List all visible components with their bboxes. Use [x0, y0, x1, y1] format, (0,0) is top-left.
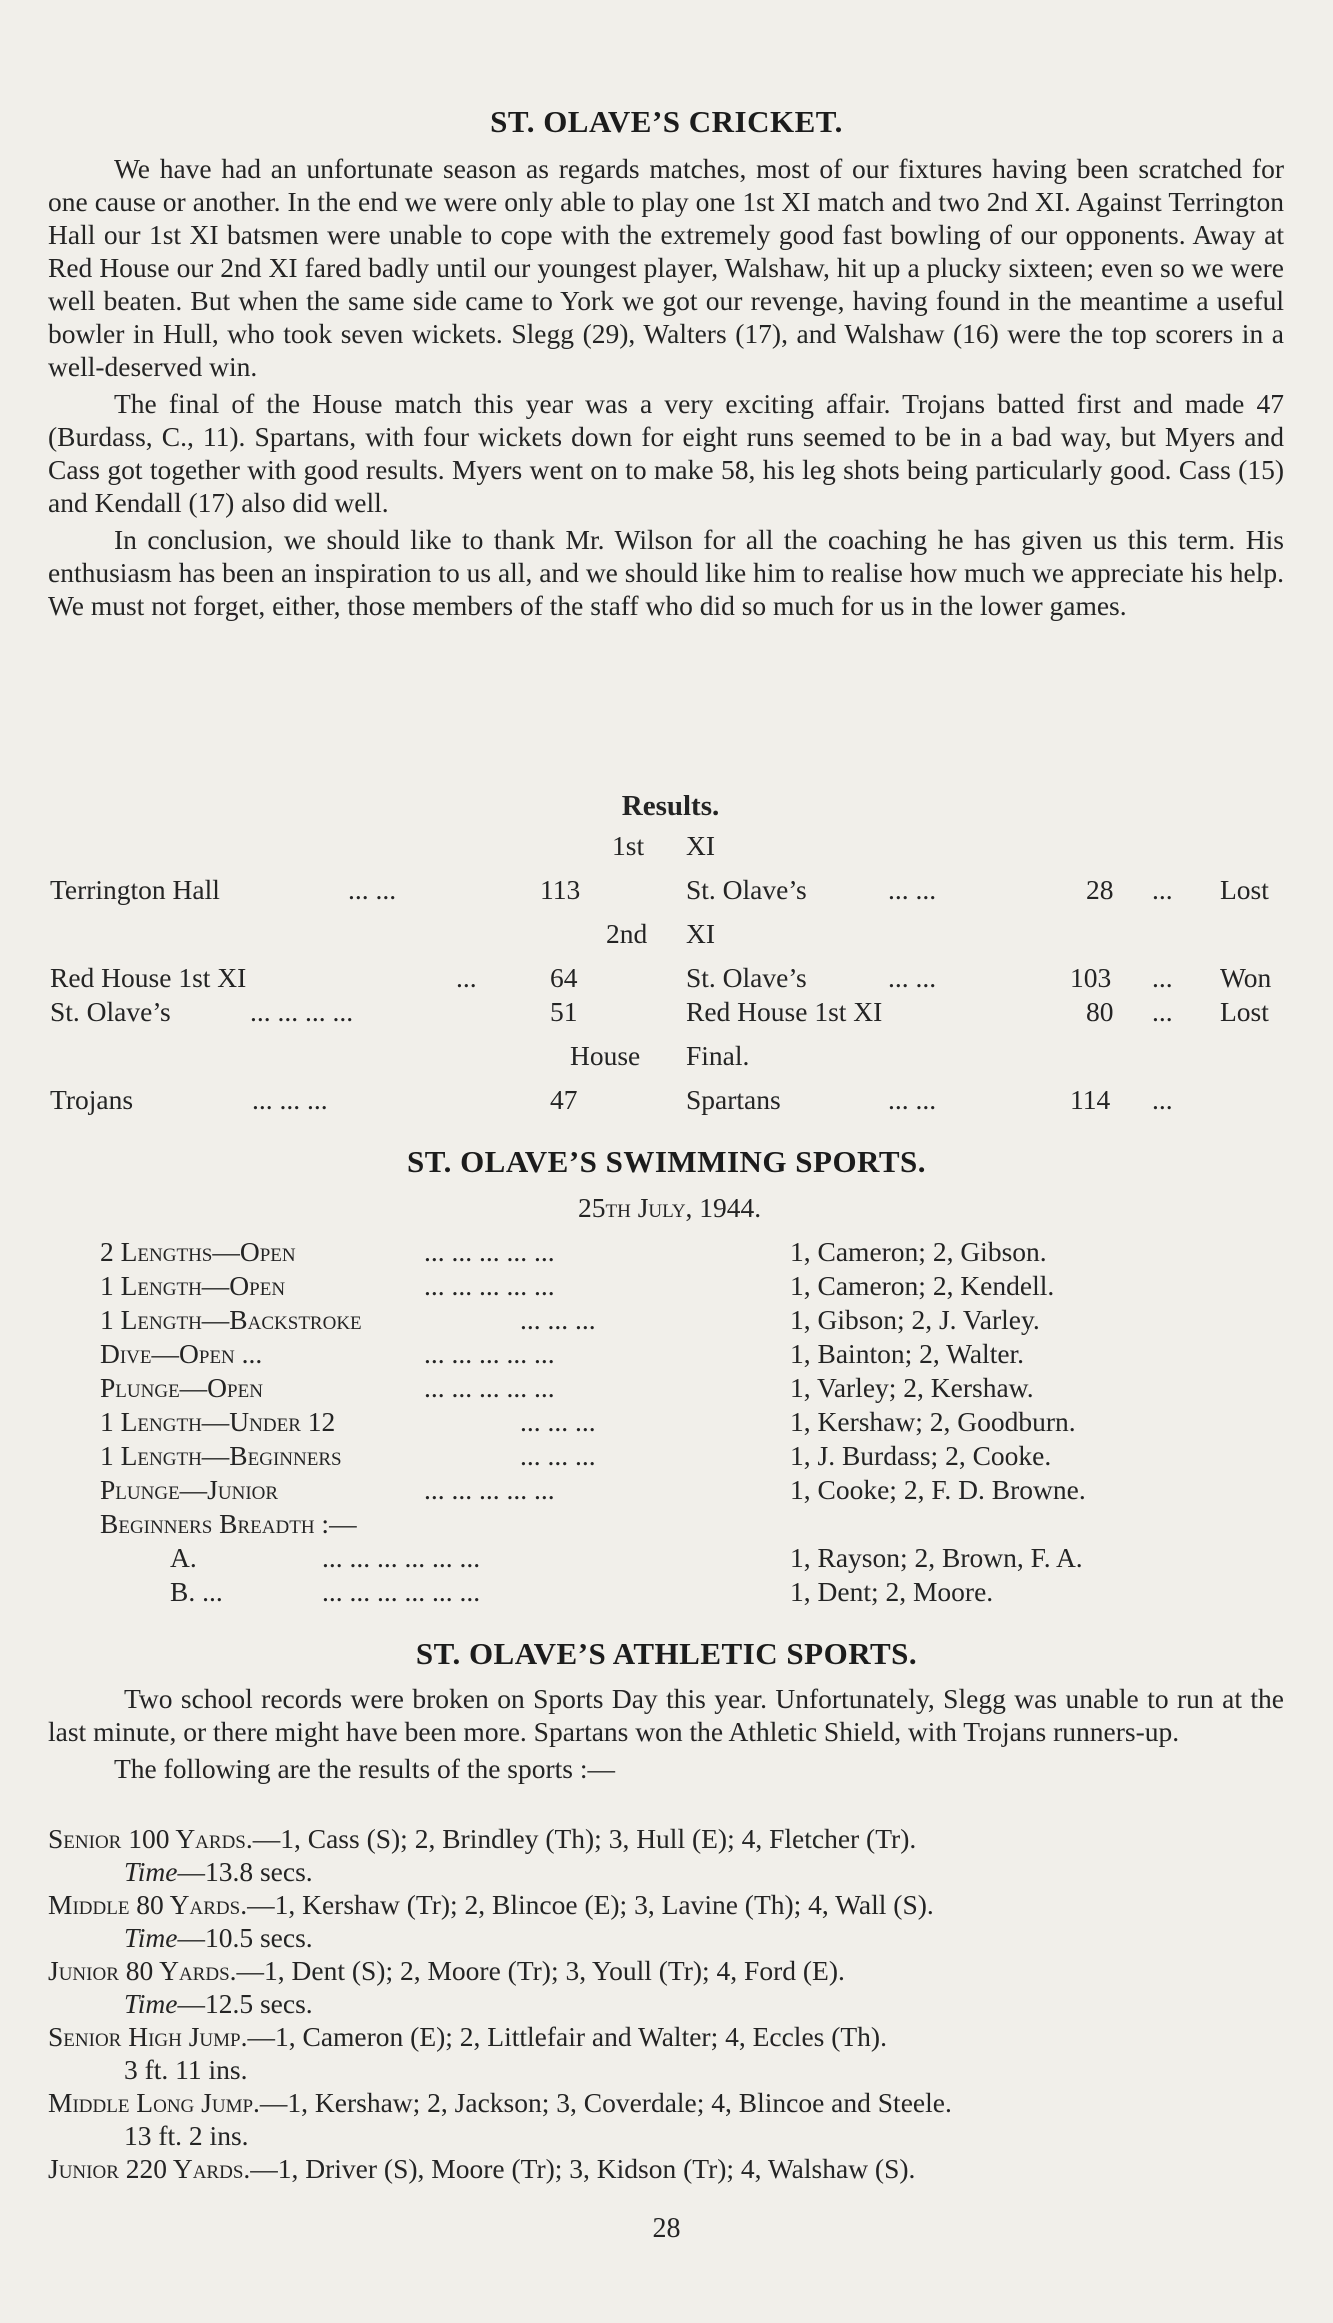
- results-subhead-2: [0, 918, 1333, 952]
- leader-dots: ... ... ... ... ...: [424, 1236, 555, 1267]
- team-left: St. Olave’s: [50, 996, 171, 1027]
- swim-event: 1 Length—Open: [100, 1270, 286, 1301]
- athletic-placings: —1, Kershaw (Tr); 2, Blincoe (E); 3, Lavine (Th); 4, Wall (S).: [247, 1889, 934, 1920]
- swim-result: 1, Rayson; 2, Brown, F. A.: [790, 1542, 1083, 1573]
- athletic-result: [48, 1822, 1284, 1888]
- athletic-paragraphs: [48, 1682, 1284, 1785]
- leader-dots: ...: [1152, 1084, 1173, 1115]
- subhead-right: XI: [686, 830, 716, 861]
- leader-dots: ... ... ...: [520, 1406, 596, 1437]
- score-left: 64: [550, 962, 578, 993]
- time-label: Time: [124, 1922, 178, 1953]
- score-right: 114: [1070, 1084, 1111, 1115]
- leader-dots: ... ... ... ... ...: [424, 1338, 555, 1369]
- swim-event: B. ...: [170, 1576, 223, 1607]
- leader-dots: ... ...: [348, 874, 397, 905]
- swim-event: 1 Length—Beginners: [100, 1440, 342, 1471]
- outcome: Lost: [1220, 996, 1269, 1027]
- leader-dots: ...: [1152, 962, 1173, 993]
- results-subhead-3: [0, 1040, 1333, 1074]
- result-row: [0, 962, 1333, 996]
- score-left: 47: [550, 1084, 578, 1115]
- swim-result: 1, Kershaw; 2, Goodburn.: [790, 1406, 1076, 1437]
- score-right: 80: [1086, 996, 1114, 1027]
- team-left: Trojans: [50, 1084, 134, 1115]
- subhead-left: 1st: [612, 830, 645, 861]
- score-right: 28: [1086, 874, 1114, 905]
- leader-dots: ... ...: [888, 1084, 937, 1115]
- athletic-event: Senior 100 Yards.: [48, 1823, 253, 1854]
- leader-dots: ... ... ... ... ...: [424, 1270, 555, 1301]
- athletic-results: [48, 1822, 1284, 2185]
- results-subhead-1: [0, 830, 1333, 864]
- athletic-placings: —1, Kershaw; 2, Jackson; 3, Coverdale; 4, Blincoe and Steele.: [259, 2087, 952, 2118]
- detail-text: —10.5 secs.: [177, 1922, 313, 1953]
- detail-text: 3 ft. 11 ins.: [124, 2054, 248, 2085]
- athletic-event: Middle Long Jump.: [48, 2087, 260, 2118]
- team-right: Red House 1st XI: [686, 996, 883, 1027]
- result-row: [0, 996, 1333, 1030]
- swim-event-row: [0, 1236, 1333, 1270]
- team-left: Terrington Hall: [50, 874, 220, 905]
- swimming-heading: ST. OLAVE’S SWIMMING SPORTS.: [406, 1144, 927, 1179]
- athletic-placings: —1, Cass (S); 2, Brindley (Th); 3, Hull (E); 4, Fletcher (Tr).: [252, 1823, 917, 1854]
- swim-event-row: [0, 1508, 1333, 1542]
- athletic-placings: —1, Cameron (E); 2, Littlefair and Walter; 4, Eccles (Th).: [247, 2021, 887, 2052]
- swim-result: 1, Cameron; 2, Gibson.: [790, 1236, 1047, 1267]
- athletic-placings: —1, Dent (S); 2, Moore (Tr); 3, Youll (Tr); 4, Ford (E).: [236, 1955, 845, 1986]
- detail-text: —12.5 secs.: [177, 1988, 313, 2019]
- swim-event: A.: [170, 1542, 197, 1573]
- team-left: Red House 1st XI: [50, 962, 247, 993]
- swim-event-row: [0, 1440, 1333, 1474]
- subhead-left: 2nd: [606, 918, 648, 949]
- time-label: Time: [124, 1856, 178, 1887]
- team-right: St. Olave’s: [686, 962, 807, 993]
- athletic-result: [48, 2020, 1284, 2086]
- swim-event: Dive—Open ...: [100, 1338, 263, 1369]
- athletic-event: Junior 220 Yards.: [48, 2153, 251, 2184]
- athletic-result: [48, 2086, 1284, 2152]
- swim-result: 1, Gibson; 2, J. Varley.: [790, 1304, 1040, 1335]
- athletic-result: [48, 2152, 1284, 2185]
- outcome: Lost: [1220, 874, 1269, 905]
- athletic-event: Senior High Jump.: [48, 2021, 248, 2052]
- score-right: 103: [1070, 962, 1112, 993]
- athletic-event: Middle 80 Yards.: [48, 1889, 248, 1920]
- swim-event: Plunge—Junior: [100, 1474, 279, 1505]
- athletic-detail: [48, 1855, 1284, 1888]
- leader-dots: ...: [1152, 874, 1173, 905]
- leader-dots: ... ... ...: [520, 1304, 596, 1335]
- swim-result: 1, Bainton; 2, Walter.: [790, 1338, 1025, 1369]
- leader-dots: ... ... ... ...: [250, 996, 354, 1027]
- swim-event: 1 Length—Under 12: [100, 1406, 336, 1437]
- swim-event: 1 Length—Backstroke: [100, 1304, 362, 1335]
- cricket-paragraph-3: In conclusion, we should like to thank Mr. Wilson for all the coaching he has given us this term. His enthusiasm has been an inspiration to us all, and we should like him to realise how much we appreciate his help. We must not forget, either, those members of the staff who did so much for us in the lower games.: [48, 524, 1284, 621]
- swim-event-row: [0, 1270, 1333, 1304]
- leader-dots: ...: [1152, 996, 1173, 1027]
- athletic-event: Junior 80 Yards.: [48, 1955, 237, 1986]
- athletic-result: [48, 1954, 1284, 2020]
- score-left: 113: [540, 874, 581, 905]
- athletic-detail: [48, 2119, 1284, 2152]
- subhead-right: Final.: [686, 1040, 750, 1071]
- swim-event: Plunge—Open: [100, 1372, 263, 1403]
- cricket-paragraph-2: The final of the House match this year was a very exciting affair. Trojans batted first and made 47 (Burdass, C., 11). Spartans, with four wickets down for eight runs seemed to be in a bad way, but Myers and Cass got together with good results. Myers went on to make 58, his leg shots being particularly good. Cass (15) and Kendall (17) also did well.: [48, 388, 1284, 518]
- athletic-detail: [48, 1921, 1284, 1954]
- athletic-paragraph-2: The following are the results of the sports :—: [114, 1753, 616, 1784]
- swim-event-row: [0, 1406, 1333, 1440]
- team-right: Spartans: [686, 1084, 781, 1115]
- swim-event-row: [0, 1338, 1333, 1372]
- swim-result: 1, J. Burdass; 2, Cooke.: [790, 1440, 1052, 1471]
- leader-dots: ... ... ... ... ...: [424, 1474, 555, 1505]
- outcome: Won: [1220, 962, 1272, 993]
- swim-event-row: [0, 1304, 1333, 1338]
- results-heading: Results.: [621, 790, 720, 822]
- athletic-detail: [48, 2053, 1284, 2086]
- athletic-paragraph-1: Two school records were broken on Sports Day this year. Unfortunately, Slegg was unable to run at the last minute, or there might have been more. Spartans won the Athletic Shield, with Trojans runners-up.: [48, 1683, 1284, 1747]
- cricket-heading: ST. OLAVE’S CRICKET.: [490, 104, 843, 139]
- swim-result: 1, Cooke; 2, F. D. Browne.: [790, 1474, 1086, 1505]
- leader-dots: ... ... ... ... ... ...: [322, 1542, 481, 1573]
- subhead-right: XI: [686, 918, 716, 949]
- athletic-result: [48, 1888, 1284, 1954]
- leader-dots: ... ... ... ... ... ...: [322, 1576, 481, 1607]
- athletic-placings: —1, Driver (S), Moore (Tr); 3, Kidson (Tr); 4, Walshaw (S).: [250, 2153, 916, 2184]
- leader-dots: ... ...: [888, 962, 937, 993]
- swim-result: 1, Dent; 2, Moore.: [790, 1576, 994, 1607]
- result-row: [0, 874, 1333, 908]
- swim-result: 1, Cameron; 2, Kendell.: [790, 1270, 1055, 1301]
- time-label: Time: [124, 1988, 178, 2019]
- swimming-date: 25th July, 1944.: [578, 1192, 762, 1223]
- swim-event: Beginners Breadth :—: [100, 1508, 357, 1539]
- subhead-left: House: [570, 1040, 641, 1071]
- team-right: St. Olave’s: [686, 874, 807, 905]
- page-number: 28: [652, 2213, 681, 2244]
- leader-dots: ...: [456, 962, 477, 993]
- score-left: 51: [550, 996, 578, 1027]
- leader-dots: ... ... ... ... ...: [424, 1372, 555, 1403]
- swim-event-row: [0, 1542, 1333, 1576]
- swim-event-row: [0, 1576, 1333, 1610]
- swimming-date-row: [0, 1192, 1333, 1226]
- leader-dots: ... ... ...: [520, 1440, 596, 1471]
- swim-result: 1, Varley; 2, Kershaw.: [790, 1372, 1034, 1403]
- cricket-paragraph-1: We have had an unfortunate season as regards matches, most of our fixtures having been scratched for one cause or another. In the end we were only able to play one 1st XI match and two 2nd XI. Against Terrington Hall our 1st XI batsmen were unable to cope with the extremely good fast bowling of our opponents. Away at Red House our 2nd XI fared badly until our youngest player, Walshaw, hit up a plucky sixteen; even so we were well beaten. But when the same side came to York we got our revenge, having found in the meantime a useful bowler in Hull, who took seven wickets. Slegg (29), Walters (17), and Walshaw (16) were the top scorers in a well-deserved win.: [48, 153, 1284, 382]
- detail-text: 13 ft. 2 ins.: [124, 2120, 249, 2151]
- detail-text: —13.8 secs.: [177, 1856, 313, 1887]
- cricket-paragraphs: [48, 152, 1284, 622]
- result-row: [0, 1084, 1333, 1118]
- leader-dots: ... ...: [888, 874, 937, 905]
- athletic-heading: ST. OLAVE’S ATHLETIC SPORTS.: [415, 1636, 918, 1671]
- swim-event: 2 Lengths—Open: [100, 1236, 296, 1267]
- swim-event-row: [0, 1474, 1333, 1508]
- swim-event-row: [0, 1372, 1333, 1406]
- athletic-detail: [48, 1987, 1284, 2020]
- leader-dots: ... ... ...: [252, 1084, 328, 1115]
